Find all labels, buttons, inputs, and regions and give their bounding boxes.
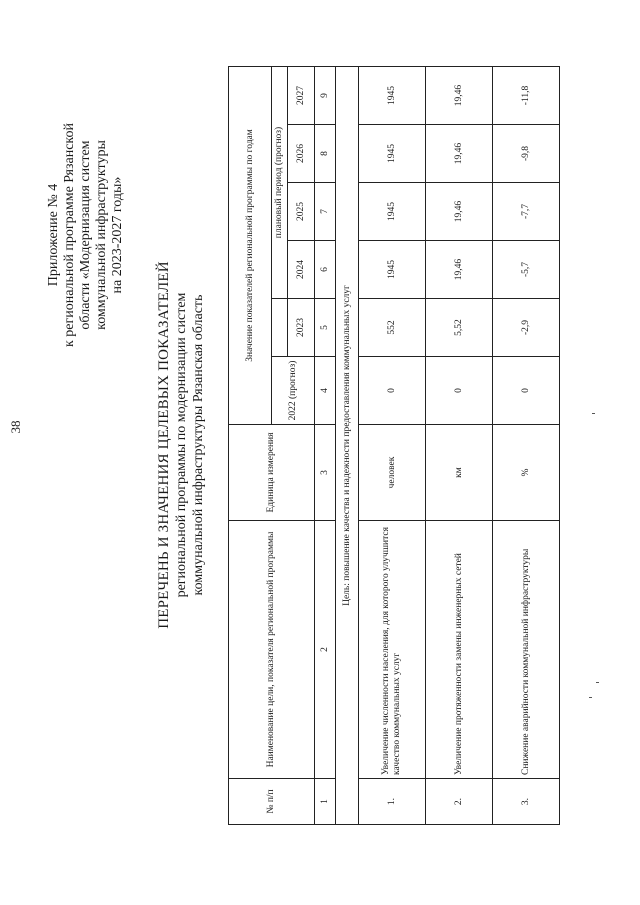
header-year: 2023 [288,299,315,357]
header-year: 2027 [288,66,315,124]
row-name: Увеличение численности населения, для которого улучшится качество коммунальных услуг [359,521,426,779]
appendix-line: области «Модернизация систем [78,140,93,330]
column-number: 5 [315,299,336,357]
column-number: 1 [315,779,336,825]
header-unit: Единица измерения [229,425,315,521]
row-unit: % [493,425,560,521]
heading-line: региональной программы по модернизации систем [174,292,189,598]
heading-line: коммунальной инфраструктуры Рязанская область [191,294,206,596]
row-value: 0 [426,357,493,425]
row-value: 552 [359,299,426,357]
row-value: -5,7 [493,241,560,299]
row-value: 19,46 [426,241,493,299]
row-value: 0 [493,357,560,425]
header-year: 2024 [288,241,315,299]
row-num: 3. [493,779,560,825]
appendix-note [46,85,126,385]
row-value: 19,46 [426,125,493,183]
row-value: -11,8 [493,66,560,124]
header-planned-period: плановый период (прогноз) [272,66,288,298]
column-number: 3 [315,425,336,521]
header-name: Наименование цели, показателя региональной программы [229,521,315,779]
row-value: 1945 [359,241,426,299]
row-num: 2. [426,779,493,825]
table-row [359,66,426,824]
header-year: 2025 [288,183,315,241]
page-number: 38 [8,420,23,434]
row-value: 1945 [359,66,426,124]
scan-speck [596,682,599,683]
heading-title: ПЕРЕЧЕНЬ И ЗНАЧЕНИЯ ЦЕЛЕВЫХ ПОКАЗАТЕЛЕЙ [156,261,172,629]
row-value: -2,9 [493,299,560,357]
row-value: 5,52 [426,299,493,357]
appendix-line: к региональной программе Рязанской [62,122,77,348]
row-value: 1945 [359,183,426,241]
row-value: -7,7 [493,183,560,241]
header-base-year: 2022 (прогноз) [272,357,315,425]
appendix-line: Приложение № 4 [46,183,61,287]
row-value: 0 [359,357,426,425]
row-unit: км [426,425,493,521]
document-heading [156,165,207,725]
row-value: 1945 [359,125,426,183]
table-row [493,66,560,824]
scan-speck [589,697,592,698]
header-year: 2026 [288,125,315,183]
column-number: 4 [315,357,336,425]
row-unit: человек [359,425,426,521]
row-name: Снижение аварийности коммунальной инфраструктуры [493,521,560,779]
column-number: 9 [315,66,336,124]
column-number: 2 [315,521,336,779]
goal-row: Цель: повышение качества и надежности предоставления коммунальных услуг [336,66,359,824]
header-empty [272,299,288,357]
row-value: 19,46 [426,183,493,241]
scan-speck [592,413,595,414]
indicators-table [228,66,560,825]
table-row [426,66,493,824]
rotated-page-content [46,45,534,845]
row-name: Увеличение протяженности замены инженерных сетей [426,521,493,779]
row-num: 1. [359,779,426,825]
appendix-line: на 2023-2027 годы» [110,176,125,294]
header-values-group: Значение показателей региональной программы по годам [229,66,272,424]
row-value: 19,46 [426,66,493,124]
appendix-line: коммунальной инфраструктуры [94,140,109,330]
column-number: 6 [315,241,336,299]
row-value: -9,8 [493,125,560,183]
column-number: 7 [315,183,336,241]
column-number: 8 [315,125,336,183]
header-num: № п/п [229,779,315,825]
